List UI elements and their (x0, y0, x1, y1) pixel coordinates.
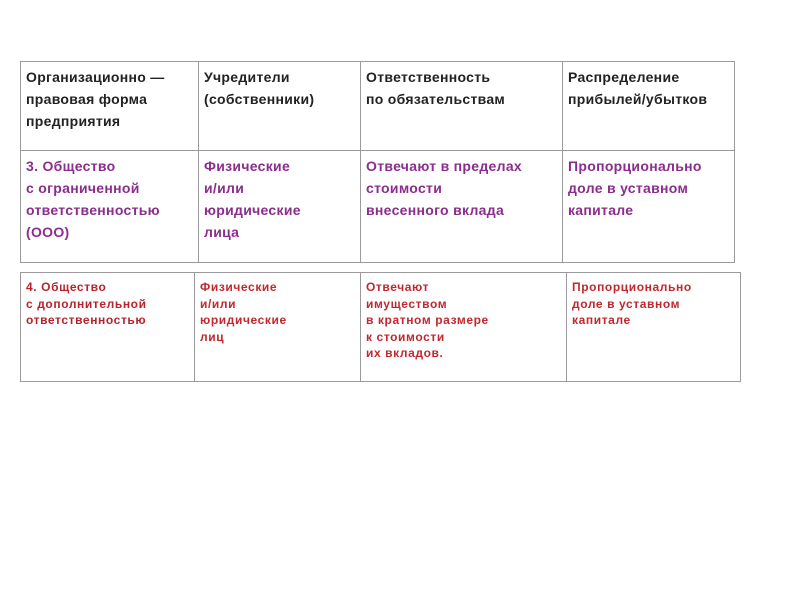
cell-llc-form: 3. Общество с ограниченной ответственностью (ООО) (21, 151, 199, 263)
header-legal-form: Организационно — правовая форма предприятия (21, 62, 199, 151)
cell-alc-liability: Отвечают имуществом в кратном размере к стоимости их вкладов. (361, 273, 567, 382)
cell-alc-founders: Физические и/или юридические лиц (195, 273, 361, 382)
table-row-llc (21, 151, 735, 263)
cell-llc-founders: Физические и/или юридические лица (199, 151, 361, 263)
table-header-row (21, 62, 735, 151)
header-liability: Ответственность по обязательствам (361, 62, 563, 151)
cell-alc-distribution: Пропорционально доле в уставном капитале (567, 273, 741, 382)
cell-llc-distribution: Пропорционально доле в уставном капитале (563, 151, 735, 263)
header-profit-distribution: Распределение прибылей/убытков (563, 62, 735, 151)
header-founders: Учредители (собственники) (199, 62, 361, 151)
cell-llc-liability: Отвечают в пределах стоимости внесенного вклада (361, 151, 563, 263)
ownership-forms-table (20, 61, 735, 263)
table-row-alc (21, 273, 741, 382)
cell-alc-form: 4. Общество с дополнительной ответственностью (21, 273, 195, 382)
additional-liability-table (20, 272, 741, 382)
